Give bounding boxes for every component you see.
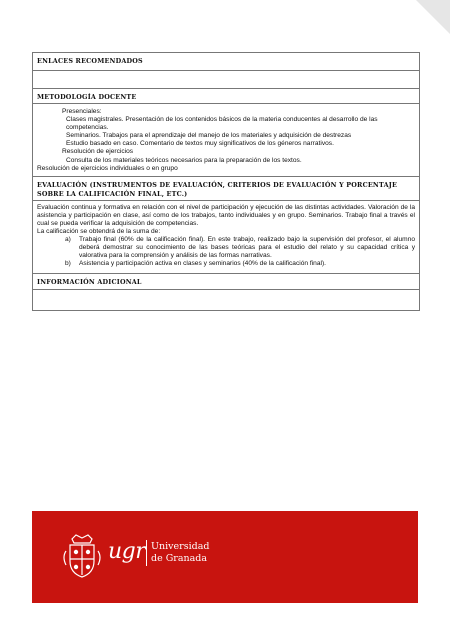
university-footer: [32, 511, 418, 603]
method-line: Estudio basado en caso. Comentario de textos muy significativos de los géneros narrativos.: [66, 140, 334, 148]
logo-abbrev: ugr: [108, 539, 146, 564]
eval-heading: EVALUACIÓN (INSTRUMENTOS DE EVALUACIÓN, CRITERIOS DE EVALUACIÓN Y PORCENTAJE SOBRE LA CALIFICACIÓN FINAL, ETC.): [37, 180, 398, 198]
method-line: Resolución de ejercicios individuales o en grupo: [37, 164, 178, 172]
logo-name: [151, 541, 209, 565]
method-heading-row: [33, 89, 419, 104]
list-item: [65, 236, 415, 260]
links-content-row: [33, 71, 419, 89]
logo-line-2: de Granada: [151, 553, 208, 564]
eval-intro: Evaluación continua y formativa en relación con el nivel de participación y ejecución de las distintas actividades. Valoración de la asistencia y participación en clase, así como de los trabajos, tanto individuales y en grupo. Seminarios. Trabajo final a través el cual se pueda verificar la adquisición de competencias.: [37, 203, 415, 227]
info-heading-row: [33, 274, 419, 290]
logo-line-1: Universidad: [151, 541, 210, 552]
method-line: Seminarios. Trabajos para el aprendizaje del manejo de los materiales y adquisición de destrezas: [66, 132, 352, 140]
info-content-row: [33, 290, 419, 310]
list-text: Asistencia y participación activa en clases y seminarios (40% de la calificación final).: [79, 260, 327, 268]
course-guide-table: [32, 52, 420, 311]
eval-list: [37, 236, 415, 268]
eval-content: [33, 201, 419, 274]
list-marker: a): [65, 236, 71, 244]
list-item: [65, 260, 415, 268]
method-heading: METODOLOGÍA DOCENTE: [37, 93, 137, 101]
method-line: Resolución de ejercicios: [62, 148, 134, 156]
info-heading: INFORMACIÓN ADICIONAL: [37, 277, 142, 286]
method-line: Consulta de los materiales teóricos necesarios para la preparación de los textos.: [66, 156, 302, 164]
method-line: Presenciales:: [62, 108, 102, 115]
list-text: Trabajo final (60% de la calificación final). En este trabajo, realizado bajo la supervisión del profesor, el alumno deberá demostrar su conocimiento de las bases teóricas para el estudio del relato y su capacidad crítica y valorativa para la comprensión y análisis de las formas narrativas.: [79, 236, 415, 260]
university-seal-icon: [62, 531, 102, 581]
logo-divider: [146, 540, 147, 566]
links-heading: ENLACES RECOMENDADOS: [37, 57, 143, 65]
eval-sum: La calificación se obtendrá de la suma de:: [37, 228, 161, 236]
eval-heading-row: [33, 177, 419, 201]
page-corner: [416, 0, 450, 34]
links-heading-row: [33, 53, 419, 71]
list-marker: b): [65, 260, 71, 268]
method-line: Clases magistrales. Presentación de los contenidos básicos de la materia conducentes al desarrollo de las competencias.: [66, 116, 378, 132]
method-content: [33, 104, 419, 177]
